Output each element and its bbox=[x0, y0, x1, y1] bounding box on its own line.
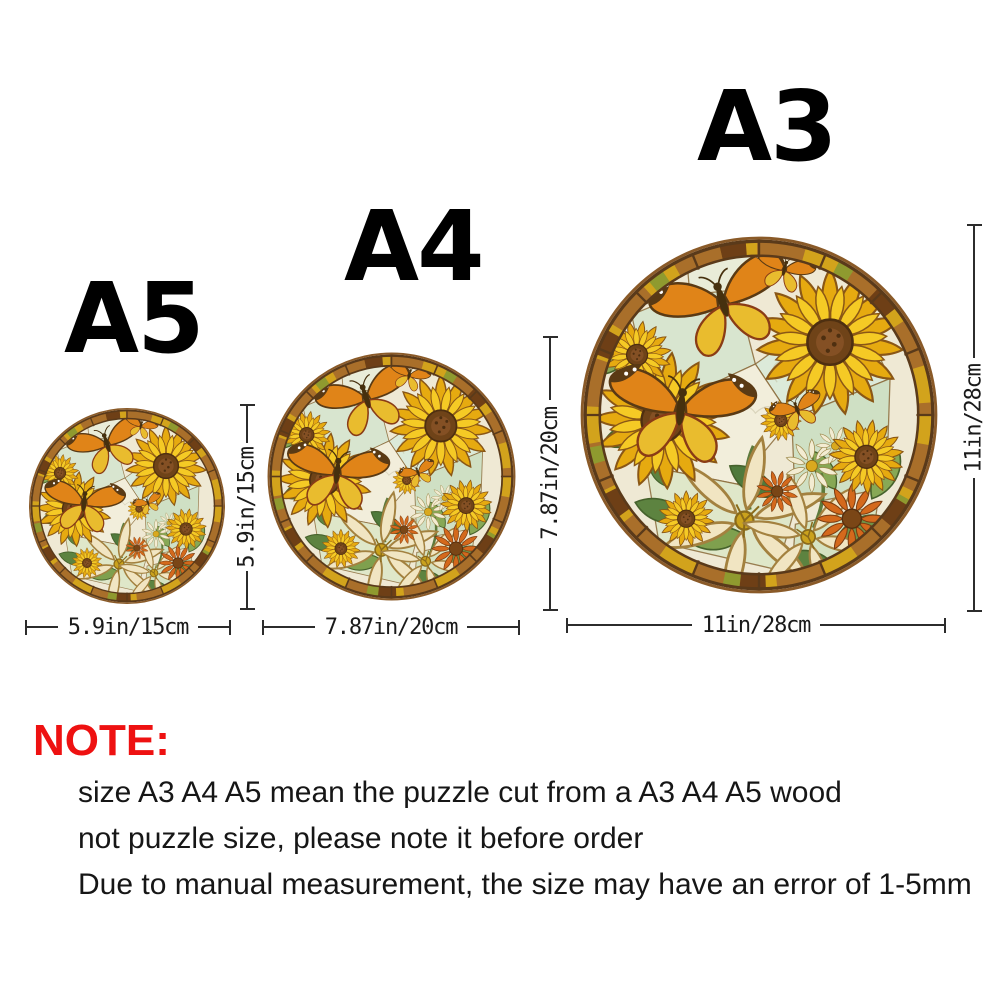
height-dimension-labelbox bbox=[233, 443, 261, 571]
width-dimension-label-a5: 5.9in/15cm bbox=[67, 614, 189, 640]
dimension-tick bbox=[518, 620, 520, 635]
dimension-line bbox=[198, 626, 229, 628]
width-dimension-a5 bbox=[25, 614, 231, 640]
dimension-line bbox=[246, 571, 248, 608]
note-heading: NOTE: bbox=[33, 716, 170, 765]
dimension-tick bbox=[240, 608, 255, 610]
height-dimension-label-a5: 5.9in/15cm bbox=[234, 446, 260, 568]
size-label-a3: A3 bbox=[697, 70, 836, 183]
width-dimension-a4 bbox=[262, 614, 520, 640]
size-label-a4: A4 bbox=[344, 190, 483, 303]
width-dimension-label-a3: 11in/28cm bbox=[701, 612, 811, 638]
dimension-line bbox=[973, 478, 975, 610]
note-body bbox=[78, 770, 972, 908]
dimension-line bbox=[820, 624, 944, 626]
dimension-line bbox=[549, 548, 551, 610]
height-dimension-a5 bbox=[233, 404, 261, 610]
note-line-1: size A3 A4 A5 mean the puzzle cut from a A3 A4 A5 wood bbox=[78, 776, 842, 809]
dimension-tick bbox=[543, 609, 558, 611]
size-label-a5: A5 bbox=[64, 262, 203, 375]
puzzle-image-a3 bbox=[577, 233, 941, 597]
height-dimension-label-a4: 7.87in/20cm bbox=[537, 407, 563, 540]
puzzle-image-a4 bbox=[265, 350, 518, 603]
height-dimension-a4 bbox=[536, 336, 564, 611]
dimension-line bbox=[264, 626, 315, 628]
dimension-tick bbox=[967, 610, 982, 612]
height-dimension-labelbox bbox=[960, 358, 988, 478]
width-dimension-a3 bbox=[566, 612, 946, 638]
dimension-line bbox=[246, 406, 248, 443]
dimension-line bbox=[568, 624, 692, 626]
note-line-3: Due to manual measurement, the size may have an error of 1-5mm bbox=[78, 868, 972, 901]
height-dimension-label-a3: 11in/28cm bbox=[961, 363, 987, 473]
puzzle-image-a5 bbox=[27, 406, 227, 606]
dimension-tick bbox=[944, 618, 946, 633]
dimension-line bbox=[467, 626, 518, 628]
dimension-line bbox=[549, 338, 551, 400]
note-line-2: not puzzle size, please note it before order bbox=[78, 822, 644, 855]
width-dimension-label-a4: 7.87in/20cm bbox=[324, 614, 458, 640]
dimension-tick bbox=[229, 620, 231, 635]
dimension-line bbox=[27, 626, 58, 628]
dimension-line bbox=[973, 226, 975, 358]
height-dimension-a3 bbox=[960, 224, 988, 612]
height-dimension-labelbox bbox=[536, 400, 564, 548]
